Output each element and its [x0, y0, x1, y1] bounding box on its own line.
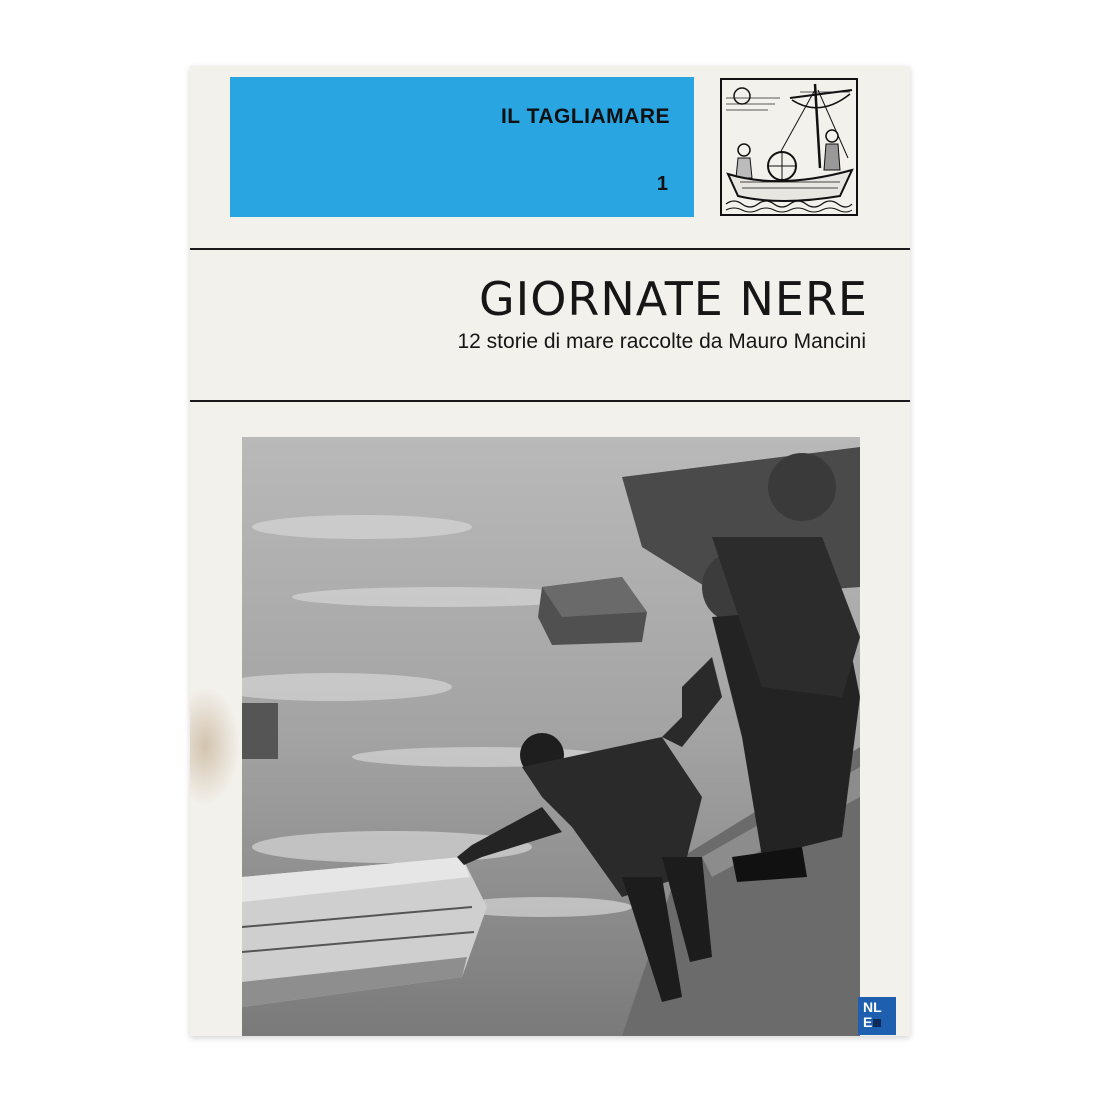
series-title: IL TAGLIAMARE: [500, 105, 670, 128]
book-subtitle: 12 storie di mare raccolte da Mauro Mancini: [457, 330, 866, 353]
bottom-rule: [190, 400, 910, 402]
series-number: 1: [656, 173, 668, 195]
series-band: [230, 77, 694, 217]
publisher-logo-line2: E: [863, 1014, 873, 1030]
publisher-logo-line1: NL: [863, 999, 882, 1015]
age-stain: [190, 686, 240, 806]
publisher-logo: [858, 997, 896, 1035]
book-title: GIORNATE NERE: [479, 272, 868, 326]
logo-square-icon: [873, 1019, 881, 1027]
fishermen-boat-photo-icon: [242, 437, 860, 1036]
book-cover: [190, 66, 910, 1036]
ship-woodcut-icon: [720, 78, 858, 216]
top-rule: [190, 248, 910, 250]
